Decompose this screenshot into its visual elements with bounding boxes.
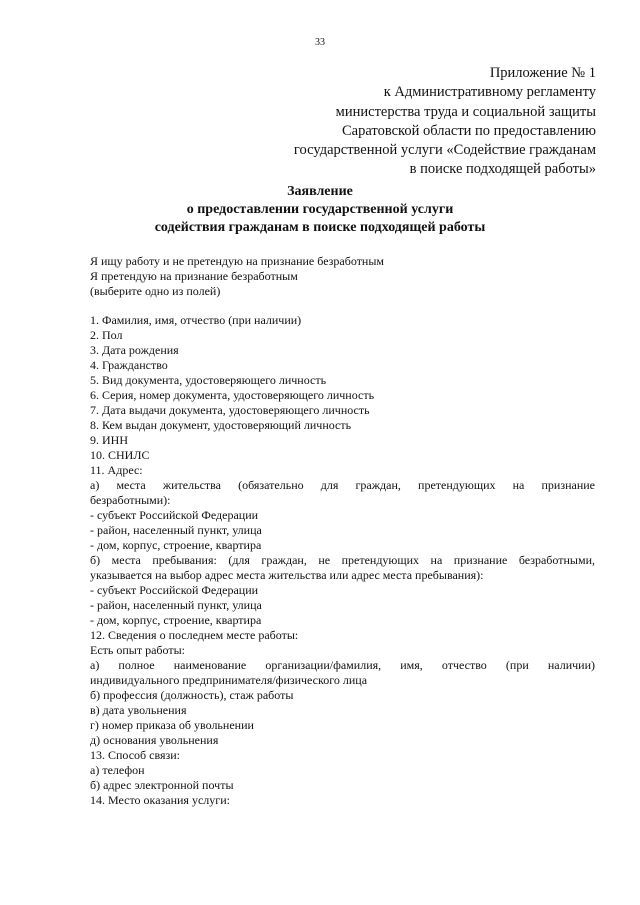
appendix-line: государственной услуги «Содействие гражданам — [293, 142, 596, 159]
field-line: б) адрес электронной почты — [90, 778, 234, 792]
title-line: о предоставлении государственной услуги — [186, 202, 454, 217]
field-line: безработными): — [90, 493, 171, 507]
field-line: 4. Гражданство — [90, 358, 168, 372]
field-line: 11. Адрес: — [90, 463, 143, 477]
field-line: в) дата увольнения — [90, 703, 187, 717]
field-line: д) основания увольнения — [90, 733, 219, 747]
field-line: - субъект Российской Федерации — [90, 583, 259, 597]
appendix-header — [294, 64, 596, 180]
field-line: - район, населенный пункт, улица — [90, 598, 262, 612]
field-line: Есть опыт работы: — [90, 643, 186, 657]
appendix-line: Приложение № 1 — [489, 65, 596, 81]
field-line: 1. Фамилия, имя, отчество (при наличии) — [90, 313, 302, 327]
field-line: а) телефон — [90, 763, 145, 777]
field-line: - дом, корпус, строение, квартира — [90, 613, 262, 627]
field-line: 12. Сведения о последнем месте работы: — [90, 628, 299, 642]
field-line: - район, населенный пункт, улица — [90, 523, 262, 537]
field-line: 3. Дата рождения — [90, 343, 179, 357]
appendix-line: министерства труда и социальной защиты — [335, 103, 596, 120]
title-line: содействия гражданам в поиске подходящей работы — [154, 220, 486, 235]
field-line: - дом, корпус, строение, квартира — [90, 538, 262, 552]
form-fields-list — [90, 313, 595, 808]
field-line: 7. Дата выдачи документа, удостоверяющего личность — [90, 403, 370, 417]
applicant-choice-block — [90, 254, 384, 299]
appendix-line: к Административному регламенту — [383, 84, 596, 101]
appendix-line: в поиске подходящей работы» — [409, 161, 596, 178]
choice-option-job-search: Я ищу работу и не претендую на признание безработным — [90, 254, 385, 268]
choice-instruction: (выберите одно из полей) — [90, 284, 221, 298]
field-line: а) полное наименование организации/фамилия, имя, отчество (при наличии) — [90, 658, 595, 672]
field-line: 6. Серия, номер документа, удостоверяющего личность — [90, 388, 375, 402]
field-line: 2. Пол — [90, 328, 123, 342]
title-line: Заявление — [287, 184, 353, 199]
field-line: 5. Вид документа, удостоверяющего личность — [90, 373, 327, 387]
page-number: 33 — [315, 37, 325, 48]
choice-option-unemployed-status: Я претендую на признание безработным — [90, 269, 298, 283]
field-line: 13. Способ связи: — [90, 748, 181, 762]
field-line: указывается на выбор адрес места жительства или адрес места пребывания): — [90, 568, 484, 582]
field-line: 10. СНИЛС — [90, 448, 150, 462]
field-line: - субъект Российской Федерации — [90, 508, 259, 522]
field-line: 9. ИНН — [90, 433, 128, 447]
document-title — [0, 183, 640, 237]
field-line: 8. Кем выдан документ, удостоверяющий личность — [90, 418, 352, 432]
field-line: индивидуального предпринимателя/физического лица — [90, 673, 368, 687]
field-line: б) профессия (должность), стаж работы — [90, 688, 294, 702]
field-line: 14. Место оказания услуги: — [90, 793, 230, 807]
field-line: г) номер приказа об увольнении — [90, 718, 254, 732]
appendix-line: Саратовской области по предоставлению — [342, 122, 596, 139]
field-line: а) места жительства (обязательно для граждан, претендующих на признание — [90, 478, 595, 492]
field-line: б) места пребывания: (для граждан, не претендующих на признание безработными, — [90, 553, 595, 567]
